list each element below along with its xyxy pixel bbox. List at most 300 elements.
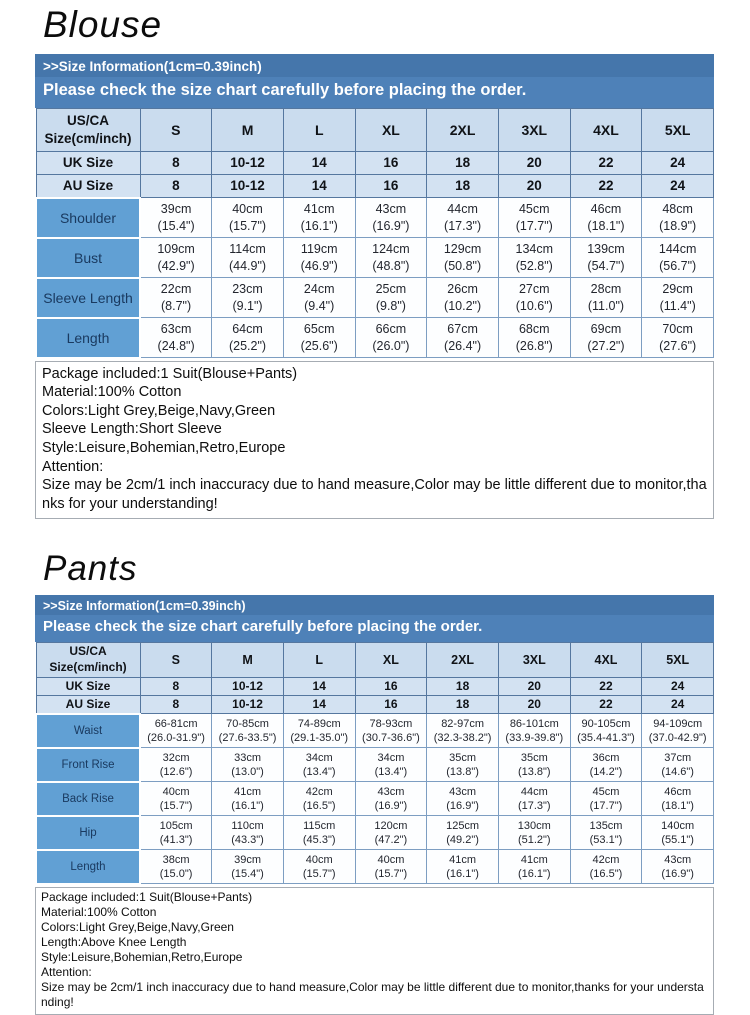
measurement-cell: [570, 850, 642, 884]
inch-value: (14.6"): [661, 765, 694, 778]
inch-value: (47.2"): [374, 833, 408, 846]
inch-value: (26.8"): [515, 338, 553, 353]
inch-value: (35.4-41.3"): [577, 731, 635, 744]
measurement-cell: [355, 714, 427, 748]
inch-value: (15.7"): [374, 867, 408, 880]
measurement-cell: [498, 782, 570, 816]
detail-line: Material:100% Cotton: [42, 384, 182, 401]
size-chart-table-pants: [35, 642, 714, 885]
size-col-header: 5XL: [642, 108, 714, 151]
measurement-row: [36, 850, 714, 884]
cm-value: 39cm: [234, 853, 261, 866]
inch-value: (25.2"): [228, 338, 267, 353]
detail-line: Style:Leisure,Bohemian,Retro,Europe: [41, 949, 243, 964]
cm-value: 48cm: [662, 202, 693, 217]
uk-size-cell: 8: [140, 151, 212, 174]
cm-value: 41cm: [520, 853, 548, 866]
measurement-cell: [498, 748, 570, 782]
inch-value: (10.2"): [444, 298, 482, 313]
measurement-label: Shoulder: [36, 198, 140, 238]
inch-value: (53.1"): [589, 833, 623, 846]
cm-value: 130cm: [517, 819, 551, 832]
cm-value: 38cm: [162, 853, 190, 866]
detail-line: Attention:: [42, 458, 104, 475]
inch-value: (46.9"): [300, 258, 338, 273]
cm-value: 125cm: [446, 819, 480, 832]
inch-value: (27.6-33.5"): [218, 731, 277, 744]
cm-value: 135cm: [589, 819, 623, 832]
size-info-banner: [35, 595, 714, 642]
inch-value: (43.3"): [231, 833, 264, 846]
cm-value: 44cm: [520, 785, 548, 798]
cm-value: 109cm: [157, 242, 195, 257]
measurement-row: [36, 238, 714, 278]
measurement-cell: [283, 714, 355, 748]
cm-value: 140cm: [661, 819, 695, 832]
cm-value: 29cm: [662, 282, 693, 297]
cm-value: 40cm: [305, 853, 333, 866]
detail-line: Size may be 2cm/1 inch inaccuracy due to hand measure,Color may be little different due to monitor,thanks for your understanding!: [41, 979, 704, 1009]
size-col-header: M: [212, 642, 284, 677]
size-col-header: L: [283, 108, 355, 151]
detail-line: Size may be 2cm/1 inch inaccuracy due to hand measure,Color may be little different due to monitor,thanks for your understanding!: [42, 477, 707, 512]
inch-value: (18.9"): [659, 218, 697, 233]
size-info-banner: [35, 54, 714, 108]
inch-value: (16.5"): [589, 867, 623, 880]
inch-value: (15.0"): [159, 867, 193, 880]
uk-size-row: [36, 677, 714, 695]
cm-value: 33cm: [234, 751, 261, 764]
inch-value: (24.8"): [157, 338, 195, 353]
uk-size-cell: 20: [498, 677, 570, 695]
cm-value: 70-85cm: [226, 717, 269, 730]
cm-value: 63cm: [160, 322, 192, 337]
inch-value: (26.0"): [372, 338, 410, 353]
cm-value: 26cm: [447, 282, 478, 297]
detail-line: Length:Above Knee Length: [41, 934, 187, 949]
measurement-cell: [427, 816, 499, 850]
measurement-cell: [570, 714, 642, 748]
inch-value: (17.7"): [589, 799, 623, 812]
detail-line: Material:100% Cotton: [41, 904, 157, 919]
cm-value: 94-109cm: [653, 717, 703, 730]
inch-value: (18.1"): [587, 218, 625, 233]
measurement-cell: [498, 850, 570, 884]
cm-value: 23cm: [232, 282, 263, 297]
cm-value: 43cm: [664, 853, 692, 866]
cm-value: 105cm: [159, 819, 193, 832]
inch-value: (15.4"): [157, 218, 195, 233]
inch-value: (27.6"): [659, 338, 697, 353]
inch-value: (13.8"): [446, 765, 479, 778]
cm-value: 25cm: [375, 282, 407, 297]
cm-value: 69cm: [590, 322, 622, 337]
inch-value: (45.3"): [302, 833, 336, 846]
cm-value: 32cm: [162, 751, 190, 764]
measurement-cell: [283, 850, 355, 884]
inch-value: (13.4"): [374, 765, 408, 778]
inch-value: (54.7"): [587, 258, 625, 273]
cm-value: 66-81cm: [154, 717, 198, 730]
au-size-cell: 16: [355, 695, 427, 714]
size-col-header: 2XL: [427, 642, 499, 677]
cm-value: 22cm: [160, 282, 192, 297]
inch-value: (16.1"): [446, 867, 479, 880]
measurement-label: Bust: [36, 238, 140, 278]
measurement-cell: [212, 318, 284, 358]
measurement-cell: [140, 782, 212, 816]
cm-value: 114cm: [229, 242, 266, 257]
measurement-cell: [283, 238, 355, 278]
inch-value: (9.8"): [375, 298, 406, 313]
cm-value: 68cm: [518, 322, 550, 337]
measurement-cell: [570, 278, 642, 318]
measurement-row: [36, 782, 714, 816]
measurement-cell: [642, 782, 714, 816]
measurement-cell: [212, 782, 284, 816]
measurement-cell: [570, 782, 642, 816]
au-size-cell: 20: [498, 174, 570, 198]
uk-size-cell: 22: [570, 677, 642, 695]
measurement-cell: [570, 748, 642, 782]
measurement-cell: [642, 748, 714, 782]
au-size-cell: 16: [355, 174, 427, 198]
measurement-cell: [427, 714, 499, 748]
cm-value: 27cm: [518, 282, 550, 297]
measurement-cell: [642, 714, 714, 748]
cm-value: 40cm: [232, 202, 263, 217]
uk-size-label: UK Size: [36, 677, 140, 695]
section-pants: [35, 549, 714, 1014]
measurement-cell: [212, 278, 284, 318]
uk-size-cell: 10-12: [212, 677, 284, 695]
cm-value: 41cm: [303, 202, 335, 217]
au-size-cell: 24: [642, 695, 714, 714]
au-size-cell: 22: [570, 695, 642, 714]
inch-value: (26.4"): [444, 338, 482, 353]
cm-value: 119cm: [300, 242, 338, 257]
measurement-cell: [498, 238, 570, 278]
detail-line: Package included:1 Suit(Blouse+Pants): [41, 889, 253, 904]
inch-value: (10.6"): [515, 298, 553, 313]
measurement-row: [36, 198, 714, 238]
measurement-row: [36, 318, 714, 358]
au-size-cell: 18: [427, 695, 499, 714]
measurement-row: [36, 748, 714, 782]
measurement-cell: [355, 748, 427, 782]
inch-value: (11.4"): [659, 298, 696, 313]
measurement-cell: [140, 748, 212, 782]
measurement-label: Length: [36, 850, 140, 884]
measurement-cell: [355, 782, 427, 816]
uk-size-cell: 20: [498, 151, 570, 174]
size-col-header: S: [140, 642, 212, 677]
size-col-header: 3XL: [498, 642, 570, 677]
measurement-cell: [427, 318, 499, 358]
detail-line: Colors:Light Grey,Beige,Navy,Green: [42, 402, 276, 419]
measurement-cell: [642, 198, 714, 238]
measurement-cell: [570, 318, 642, 358]
detail-line: Sleeve Length:Short Sleeve: [42, 421, 222, 438]
cm-value: 41cm: [234, 785, 261, 798]
cm-value: 115cm: [303, 819, 336, 832]
size-header-row: [36, 108, 714, 151]
measurement-label: Front Rise: [36, 748, 140, 782]
banner-size-info-line: >>Size Information(1cm=0.39inch): [35, 595, 714, 615]
measurement-cell: [140, 318, 212, 358]
product-details-blouse: [35, 361, 714, 520]
measurement-cell: [283, 198, 355, 238]
measurement-cell: [355, 278, 427, 318]
measurement-cell: [642, 816, 714, 850]
inch-value: (16.9"): [374, 799, 408, 812]
measurement-cell: [570, 816, 642, 850]
inch-value: (51.2"): [517, 833, 551, 846]
detail-line: Package included:1 Suit(Blouse+Pants): [42, 365, 298, 382]
measurement-cell: [283, 318, 355, 358]
measurement-cell: [427, 278, 499, 318]
measurement-cell: [355, 238, 427, 278]
measurement-cell: [283, 816, 355, 850]
uk-size-cell: 14: [283, 677, 355, 695]
inch-value: (15.7"): [228, 218, 267, 233]
inch-value: (16.9"): [446, 799, 479, 812]
measurement-cell: [498, 278, 570, 318]
measurement-cell: [427, 850, 499, 884]
measurement-cell: [570, 198, 642, 238]
uk-size-cell: 16: [355, 677, 427, 695]
cm-value: 44cm: [447, 202, 478, 217]
size-col-header: XL: [355, 642, 427, 677]
measurement-cell: [355, 850, 427, 884]
au-size-cell: 14: [283, 174, 355, 198]
au-size-row: [36, 174, 714, 198]
section-title-pants: Pants: [43, 549, 138, 589]
cm-value: 35cm: [520, 751, 548, 764]
inch-value: (16.1"): [231, 799, 264, 812]
uk-size-cell: 18: [427, 151, 499, 174]
measurement-cell: [498, 198, 570, 238]
detail-line: Attention:: [41, 964, 92, 979]
inch-value: (17.3"): [517, 799, 551, 812]
inch-value: (26.0-31.9"): [147, 731, 205, 744]
cm-value: 86-101cm: [509, 717, 559, 730]
measurement-cell: [140, 714, 212, 748]
cm-value: 66cm: [375, 322, 407, 337]
inch-value: (12.6"): [159, 765, 193, 778]
corner-line: US/CA: [69, 643, 107, 658]
cm-value: 120cm: [374, 819, 408, 832]
cm-value: 36cm: [592, 751, 620, 764]
size-col-header: M: [212, 108, 284, 151]
cm-value: 42cm: [305, 785, 333, 798]
measurement-cell: [355, 816, 427, 850]
product-details-pants: [35, 887, 714, 1015]
cm-value: 65cm: [303, 322, 335, 337]
banner-notice-line: Please check the size chart carefully before placing the order.: [35, 615, 714, 642]
measurement-cell: [212, 198, 284, 238]
inch-value: (56.7"): [659, 258, 697, 273]
corner-line: US/CA: [66, 113, 109, 128]
cm-value: 42cm: [592, 853, 620, 866]
section-title-blouse: Blouse: [43, 4, 163, 45]
section-blouse: [35, 4, 714, 519]
measurement-label: Sleeve Length: [36, 278, 140, 318]
cm-value: 43cm: [449, 785, 477, 798]
size-col-header: L: [283, 642, 355, 677]
inch-value: (13.8"): [517, 765, 551, 778]
au-size-label: AU Size: [36, 174, 140, 198]
au-size-cell: 20: [498, 695, 570, 714]
inch-value: (15.7"): [302, 867, 336, 880]
cm-value: 39cm: [160, 202, 192, 217]
au-size-cell: 24: [642, 174, 714, 198]
cm-value: 40cm: [377, 853, 405, 866]
corner-header: [36, 642, 140, 677]
measurement-label: Back Rise: [36, 782, 140, 816]
corner-line: Size(cm/inch): [44, 130, 132, 146]
measurement-cell: [642, 318, 714, 358]
inch-value: (8.7"): [161, 298, 192, 313]
inch-value: (13.4"): [302, 765, 336, 778]
inch-value: (55.1"): [661, 833, 694, 846]
cm-value: 43cm: [375, 202, 407, 217]
measurement-cell: [570, 238, 642, 278]
measurement-label: Hip: [36, 816, 140, 850]
cm-value: 74-89cm: [297, 717, 341, 730]
inch-value: (15.7"): [159, 799, 193, 812]
measurement-cell: [498, 816, 570, 850]
au-size-cell: 10-12: [212, 695, 284, 714]
measurement-cell: [642, 238, 714, 278]
inch-value: (16.9"): [372, 218, 410, 233]
cm-value: 129cm: [443, 242, 482, 257]
corner-header: [36, 108, 140, 151]
inch-value: (16.1"): [300, 218, 338, 233]
cm-value: 34cm: [305, 751, 333, 764]
size-col-header: 5XL: [642, 642, 714, 677]
au-size-cell: 8: [140, 174, 212, 198]
inch-value: (25.6"): [300, 338, 338, 353]
uk-size-cell: 8: [140, 677, 212, 695]
measurement-cell: [642, 850, 714, 884]
cm-value: 46cm: [590, 202, 622, 217]
inch-value: (41.3"): [159, 833, 193, 846]
detail-line: Style:Leisure,Bohemian,Retro,Europe: [42, 439, 286, 456]
inch-value: (33.9-39.8"): [505, 731, 564, 744]
size-col-header: XL: [355, 108, 427, 151]
measurement-cell: [140, 278, 212, 318]
uk-size-cell: 24: [642, 677, 714, 695]
inch-value: (49.2"): [446, 833, 479, 846]
cm-value: 124cm: [372, 242, 410, 257]
measurement-cell: [140, 198, 212, 238]
inch-value: (15.4"): [231, 867, 264, 880]
measurement-label: Length: [36, 318, 140, 358]
size-header-row: [36, 642, 714, 677]
measurement-cell: [642, 278, 714, 318]
measurement-cell: [212, 850, 284, 884]
measurement-cell: [427, 782, 499, 816]
measurement-cell: [212, 238, 284, 278]
measurement-cell: [427, 238, 499, 278]
inch-value: (29.1-35.0"): [290, 731, 349, 744]
uk-size-cell: 16: [355, 151, 427, 174]
cm-value: 37cm: [664, 751, 692, 764]
banner-notice-line: Please check the size chart carefully before placing the order.: [35, 77, 714, 108]
uk-size-cell: 22: [570, 151, 642, 174]
measurement-cell: [498, 318, 570, 358]
cm-value: 35cm: [449, 751, 477, 764]
au-size-cell: 8: [140, 695, 212, 714]
size-chart-table-blouse: [35, 108, 714, 359]
uk-size-cell: 24: [642, 151, 714, 174]
measurement-cell: [355, 318, 427, 358]
inch-value: (42.9"): [157, 258, 195, 273]
cm-value: 90-105cm: [581, 717, 631, 730]
measurement-cell: [427, 198, 499, 238]
inch-value: (30.7-36.6"): [362, 731, 420, 744]
cm-value: 45cm: [518, 202, 550, 217]
corner-line: Size(cm/inch): [49, 659, 127, 674]
measurement-cell: [283, 748, 355, 782]
inch-value: (44.9"): [228, 258, 267, 273]
cm-value: 144cm: [658, 242, 697, 257]
au-size-label: AU Size: [36, 695, 140, 714]
inch-value: (14.2"): [589, 765, 623, 778]
inch-value: (16.1"): [517, 867, 551, 880]
inch-value: (48.8"): [372, 258, 410, 273]
cm-value: 46cm: [664, 785, 692, 798]
inch-value: (32.3-38.2"): [433, 731, 492, 744]
size-col-header: 2XL: [427, 108, 499, 151]
cm-value: 40cm: [162, 785, 190, 798]
uk-size-cell: 18: [427, 677, 499, 695]
uk-size-row: [36, 151, 714, 174]
inch-value: (18.1"): [661, 799, 694, 812]
inch-value: (27.2"): [587, 338, 625, 353]
measurement-cell: [283, 782, 355, 816]
uk-size-cell: 10-12: [212, 151, 284, 174]
detail-line: Colors:Light Grey,Beige,Navy,Green: [41, 919, 234, 934]
uk-size-cell: 14: [283, 151, 355, 174]
cm-value: 139cm: [587, 242, 625, 257]
cm-value: 34cm: [377, 751, 405, 764]
cm-value: 41cm: [449, 853, 477, 866]
inch-value: (17.3"): [444, 218, 482, 233]
cm-value: 43cm: [377, 785, 405, 798]
cm-value: 24cm: [303, 282, 335, 297]
size-col-header: S: [140, 108, 212, 151]
cm-value: 67cm: [447, 322, 478, 337]
cm-value: 64cm: [232, 322, 263, 337]
size-col-header: 3XL: [498, 108, 570, 151]
measurement-cell: [212, 748, 284, 782]
measurement-cell: [355, 198, 427, 238]
inch-value: (16.9"): [661, 867, 694, 880]
au-size-cell: 10-12: [212, 174, 284, 198]
banner-size-info-line: >>Size Information(1cm=0.39inch): [35, 54, 714, 77]
measurement-cell: [140, 850, 212, 884]
cm-value: 45cm: [592, 785, 620, 798]
inch-value: (50.8"): [444, 258, 482, 273]
measurement-cell: [427, 748, 499, 782]
inch-value: (9.4"): [304, 298, 335, 313]
size-col-header: 4XL: [570, 642, 642, 677]
cm-value: 134cm: [515, 242, 554, 257]
inch-value: (37.0-42.9"): [648, 731, 707, 744]
measurement-cell: [140, 816, 212, 850]
